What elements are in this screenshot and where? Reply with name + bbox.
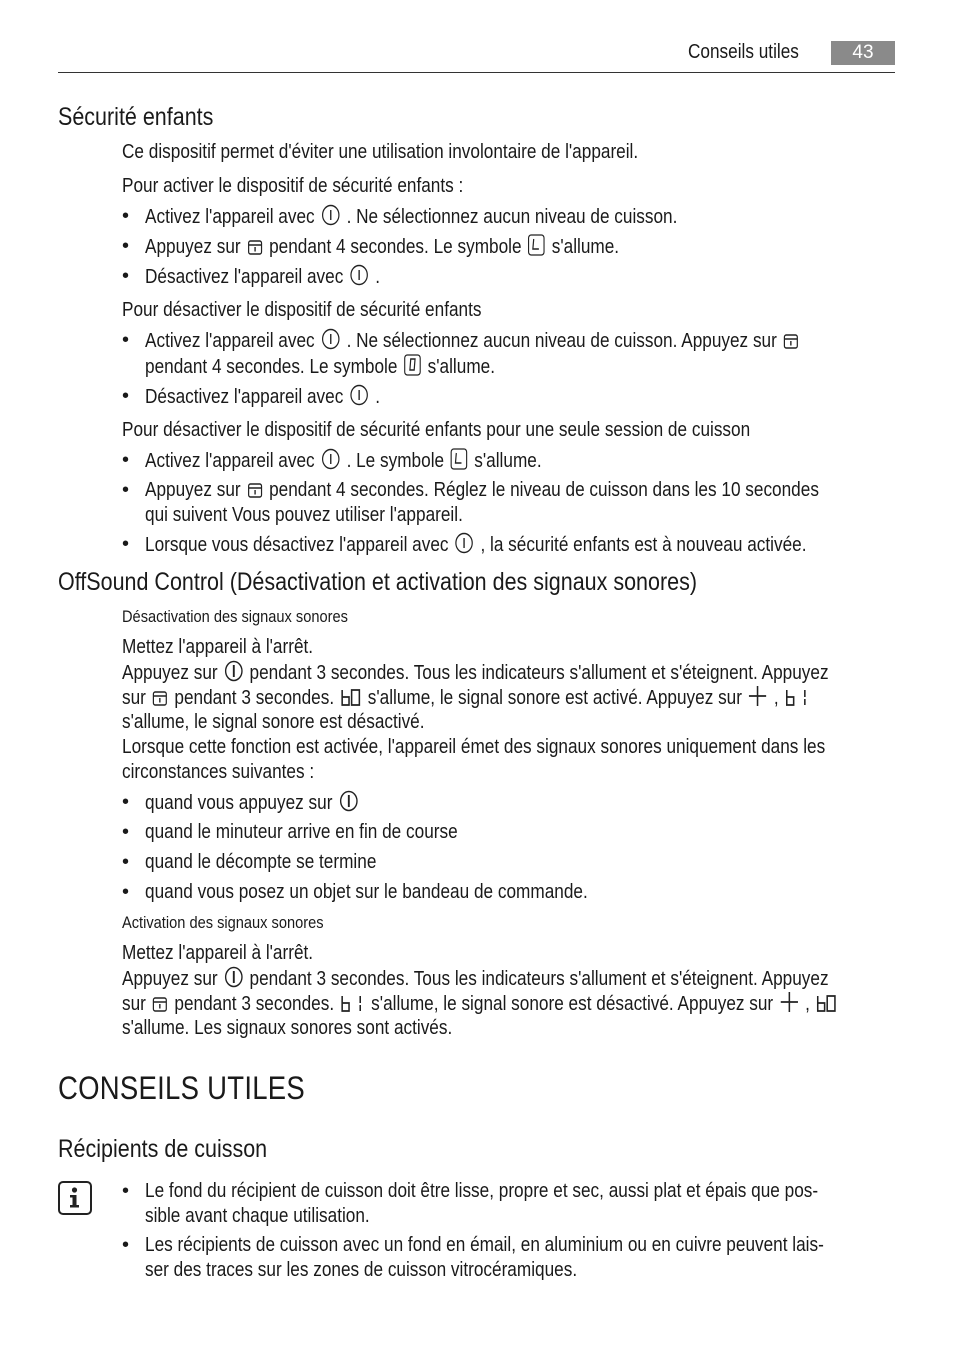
line-text: Appuyez sur bbox=[122, 968, 218, 990]
bullet: • bbox=[122, 851, 130, 873]
line-text: Appuyez sur bbox=[122, 662, 218, 684]
item-text: Désactivez l'appareil avec bbox=[145, 266, 344, 288]
paragraph-line bbox=[122, 941, 344, 966]
power-icon bbox=[321, 448, 340, 470]
item-text: Activez l'appareil avec bbox=[145, 206, 315, 228]
display-b0-icon bbox=[816, 995, 837, 1013]
bullet: • bbox=[122, 533, 130, 555]
page-number: 43 bbox=[852, 42, 874, 63]
item-text: quand vous posez un objet sur le bandeau de commande. bbox=[145, 881, 588, 903]
item-text: pendant 4 secondes. Réglez le niveau de cuisson dans les 10 secondes bbox=[269, 479, 819, 501]
bullet: • bbox=[122, 235, 130, 257]
plus-icon bbox=[748, 685, 767, 707]
deactivation-label bbox=[122, 607, 385, 627]
cookware-heading bbox=[58, 1135, 301, 1164]
item-text: qui suivent Vous pouvez utiliser l'appareil. bbox=[145, 504, 463, 526]
power-icon bbox=[321, 328, 340, 350]
power-icon bbox=[224, 966, 243, 988]
plus-icon bbox=[780, 991, 799, 1013]
line-text: s'allume, le signal sonore est désactivé. bbox=[122, 711, 425, 733]
power-icon bbox=[224, 660, 243, 682]
line-text: , bbox=[805, 993, 810, 1015]
item-text: quand le minuteur arrive en fin de course bbox=[145, 821, 458, 843]
deactivation-label-text: Désactivation des signaux sonores bbox=[122, 607, 348, 626]
child-lock-intro-text: Ce dispositif permet d'éviter une utilisation involontaire de l'appareil. bbox=[122, 141, 639, 163]
paragraph-line bbox=[122, 760, 345, 785]
line-text: Mettez l'appareil à l'arrêt. bbox=[122, 636, 314, 658]
item-text: Activez l'appareil avec bbox=[145, 330, 315, 352]
paragraph-line bbox=[122, 685, 923, 711]
display-b1-icon bbox=[341, 995, 365, 1013]
item-text: Les récipients de cuisson avec un fond en émail, en aluminium ou en cuivre peuvent lais- bbox=[145, 1234, 824, 1256]
item-text: Désactivez l'appareil avec bbox=[145, 386, 344, 408]
item-text: ser des traces sur les zones de cuisson vitrocéramiques. bbox=[145, 1259, 578, 1281]
cookware-title: Récipients de cuisson bbox=[58, 1135, 268, 1163]
child-lock-intro bbox=[122, 140, 722, 165]
line-text: pendant 3 secondes. bbox=[174, 993, 335, 1015]
item-text: . bbox=[375, 266, 381, 288]
item-text: . Ne sélectionnez aucun niveau de cuisson. bbox=[346, 206, 678, 228]
item-text: , la sécurité enfants est à nouveau activée. bbox=[480, 534, 807, 556]
deactivate-subtitle-text: Pour désactiver le dispositif de sécurité enfants bbox=[122, 299, 482, 321]
power-icon bbox=[350, 384, 369, 406]
lock-symbol-l-icon bbox=[528, 234, 545, 256]
key-lock-icon bbox=[247, 238, 262, 256]
item-text: s'allume. bbox=[474, 450, 542, 472]
header-section-title bbox=[688, 41, 817, 64]
item-text: pendant 4 secondes. Le symbole bbox=[145, 356, 398, 378]
paragraph-line bbox=[122, 991, 954, 1017]
header-section-text: Conseils utiles bbox=[688, 41, 799, 63]
info-icon bbox=[58, 1181, 92, 1215]
paragraph-line bbox=[122, 1016, 506, 1041]
item-text: . Ne sélectionnez aucun niveau de cuisson. Appuyez sur bbox=[346, 330, 777, 352]
display-b0-icon bbox=[341, 689, 362, 707]
session-subtitle bbox=[122, 418, 852, 443]
bullet: • bbox=[122, 881, 130, 903]
bullet: • bbox=[122, 449, 130, 471]
line-text: s'allume. Les signaux sonores sont activés. bbox=[122, 1017, 453, 1039]
child-lock-title: Sécurité enfants bbox=[58, 103, 214, 131]
info-glyph-icon bbox=[60, 1183, 89, 1212]
bullet: • bbox=[122, 791, 130, 813]
zero-symbol-icon bbox=[404, 354, 421, 376]
bullet: • bbox=[122, 385, 130, 407]
paragraph-line bbox=[122, 660, 944, 686]
bullet: • bbox=[122, 329, 130, 351]
line-text: pendant 3 secondes. bbox=[174, 687, 335, 709]
power-icon bbox=[350, 264, 369, 286]
deactivate-subtitle bbox=[122, 298, 540, 323]
bullet: • bbox=[122, 205, 130, 227]
item-text: Activez l'appareil avec bbox=[145, 450, 315, 472]
key-lock-icon bbox=[152, 689, 167, 707]
item-text: Le fond du récipient de cuisson doit être lisse, propre et sec, aussi plat et épais que pos- bbox=[145, 1180, 819, 1202]
line-text: s'allume, le signal sonore est désactivé. Appuyez sur bbox=[371, 993, 774, 1015]
line-text: pendant 3 secondes. Tous les indicateurs s'allument et s'éteignent. Appuyez bbox=[249, 968, 829, 990]
bullet: • bbox=[122, 1234, 130, 1256]
line-text: Mettez l'appareil à l'arrêt. bbox=[122, 942, 314, 964]
item-text: Appuyez sur bbox=[145, 479, 241, 501]
item-text: s'allume. bbox=[551, 236, 620, 258]
line-text: Lorsque cette fonction est activée, l'appareil émet des signaux sonores uniquement dans les bbox=[122, 736, 826, 758]
item-text: . Le symbole bbox=[346, 450, 445, 472]
power-icon bbox=[321, 204, 340, 226]
paragraph-line bbox=[122, 710, 474, 735]
tips-heading bbox=[58, 1070, 345, 1107]
activation-label bbox=[122, 913, 356, 933]
paragraph-line bbox=[122, 966, 944, 992]
line-text: s'allume, le signal sonore est activé. Appuyez sur bbox=[367, 687, 742, 709]
page-header bbox=[58, 40, 895, 73]
item-text: Lorsque vous désactivez l'appareil avec bbox=[145, 534, 449, 556]
display-b1-icon bbox=[785, 689, 809, 707]
activate-subtitle bbox=[122, 174, 519, 199]
paragraph-line bbox=[122, 735, 940, 760]
activate-subtitle-text: Pour activer le dispositif de sécurité enfants : bbox=[122, 175, 464, 197]
line-text: , bbox=[773, 687, 779, 709]
power-icon bbox=[339, 790, 358, 812]
item-text: s'allume. bbox=[427, 356, 495, 378]
line-text: circonstances suivantes : bbox=[122, 761, 315, 783]
bullet: • bbox=[122, 479, 130, 501]
key-lock-icon bbox=[783, 332, 798, 350]
power-icon bbox=[455, 532, 474, 554]
offsound-title: OffSound Control (Désactivation et activation des signaux sonores) bbox=[58, 568, 697, 596]
session-subtitle-text: Pour désactiver le dispositif de sécurité enfants pour une seule session de cuisson bbox=[122, 419, 751, 441]
item-text: . bbox=[375, 386, 381, 408]
line-text: sur bbox=[122, 687, 146, 709]
line-text: sur bbox=[122, 993, 146, 1015]
page-number-badge bbox=[831, 41, 895, 65]
key-lock-icon bbox=[152, 995, 167, 1013]
item-text: quand le décompte se termine bbox=[145, 851, 377, 873]
lock-symbol-l-icon bbox=[451, 448, 468, 470]
bullet: • bbox=[122, 1180, 130, 1202]
item-text: sible avant chaque utilisation. bbox=[145, 1205, 370, 1227]
bullet: • bbox=[122, 265, 130, 287]
item-text: quand vous appuyez sur bbox=[145, 792, 333, 814]
item-text: Appuyez sur bbox=[145, 236, 241, 258]
paragraph-line bbox=[122, 635, 344, 660]
line-text: pendant 3 secondes. Tous les indicateurs s'allument et s'éteignent. Appuyez bbox=[249, 662, 829, 684]
item-text: pendant 4 secondes. Le symbole bbox=[269, 236, 522, 258]
tips-title: CONSEILS UTILES bbox=[58, 1070, 306, 1106]
offsound-heading bbox=[58, 568, 801, 597]
activation-label-text: Activation des signaux sonores bbox=[122, 913, 324, 932]
key-lock-icon bbox=[247, 481, 262, 499]
child-lock-heading bbox=[58, 103, 239, 132]
bullet: • bbox=[122, 821, 130, 843]
